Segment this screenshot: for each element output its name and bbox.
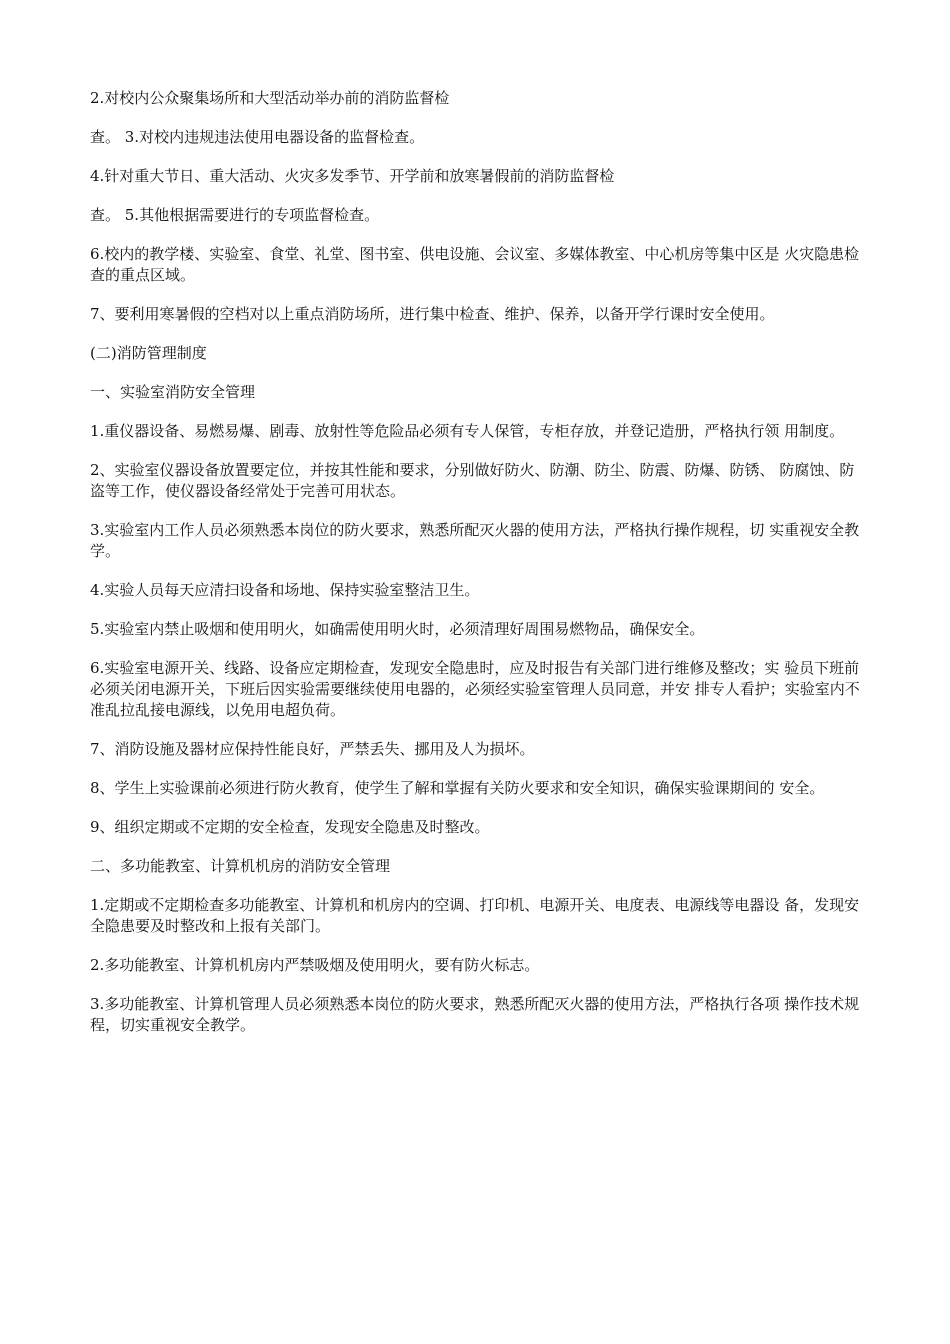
paragraph: 查。 5.其他根据需要进行的专项监督检查。 [90, 206, 380, 224]
section-heading: 一、实验室消防安全管理 [90, 383, 256, 401]
paragraph: 7、要利用寒暑假的空档对以上重点消防场所，进行集中检查、维护、保养，以备开学行课时安全使用。 [90, 305, 775, 323]
document-page [90, 88, 860, 1054]
paragraph: 6.实验室电源开关、线路、设备应定期检查，发现安全隐患时，应及时报告有关部门进行维修及整改；实 验员下班前必须关闭电源开关，下班后因实验需要继续使用电器的，必须经实验室管理人员同意，并安 排专人看护；实验室内不准乱拉乱接电源线，以免用电超负荷。 [90, 659, 860, 719]
paragraph: 1.重仪器设备、易燃易爆、剧毒、放射性等危险品必须有专人保管，专柜存放，并登记造册，严格执行领 用制度。 [90, 422, 845, 440]
section-heading: (二)消防管理制度 [90, 344, 207, 362]
paragraph: 4.针对重大节日、重大活动、火灾多发季节、开学前和放寒暑假前的消防监督检 [90, 167, 615, 185]
paragraph: 8、学生上实验课前必须进行防火教育，使学生了解和掌握有关防火要求和安全知识，确保实验课期间的 安全。 [90, 779, 825, 797]
paragraph: 2.多功能教室、计算机机房内严禁吸烟及使用明火，要有防火标志。 [90, 956, 540, 974]
paragraph: 7、消防设施及器材应保持性能良好，严禁丢失、挪用及人为损坏。 [90, 740, 535, 758]
paragraph: 查。 3.对校内违规违法使用电器设备的监督检查。 [90, 128, 425, 146]
paragraph: 2.对校内公众聚集场所和大型活动举办前的消防监督检 [90, 89, 450, 107]
paragraph: 5.实验室内禁止吸烟和使用明火，如确需使用明火时，必须清理好周围易燃物品，确保安全。 [90, 620, 705, 638]
paragraph: 3.多功能教室、计算机管理人员必须熟悉本岗位的防火要求，熟悉所配灭火器的使用方法，严格执行各项 操作技术规程，切实重视安全教学。 [90, 995, 860, 1034]
paragraph: 9、组织定期或不定期的安全检查，发现安全隐患及时整改。 [90, 818, 490, 836]
section-heading: 二、多功能教室、计算机机房的消防安全管理 [90, 857, 391, 875]
paragraph: 3.实验室内工作人员必须熟悉本岗位的防火要求，熟悉所配灭火器的使用方法，严格执行操作规程，切 实重视安全教学。 [90, 521, 860, 560]
paragraph: 6.校内的教学楼、实验室、食堂、礼堂、图书室、供电设施、会议室、多媒体教室、中心机房等集中区是 火灾隐患检查的重点区域。 [90, 245, 860, 284]
paragraph: 4.实验人员每天应清扫设备和场地、保持实验室整洁卫生。 [90, 581, 480, 599]
paragraph: 1.定期或不定期检查多功能教室、计算机和机房内的空调、打印机、电源开关、电度表、电源线等电器设 备，发现安全隐患要及时整改和上报有关部门。 [90, 896, 860, 935]
paragraph: 2、实验室仪器设备放置要定位，并按其性能和要求，分别做好防火、防潮、防尘、防震、防爆、防锈、 防腐蚀、防盗等工作，使仪器设备经常处于完善可用状态。 [90, 461, 855, 500]
